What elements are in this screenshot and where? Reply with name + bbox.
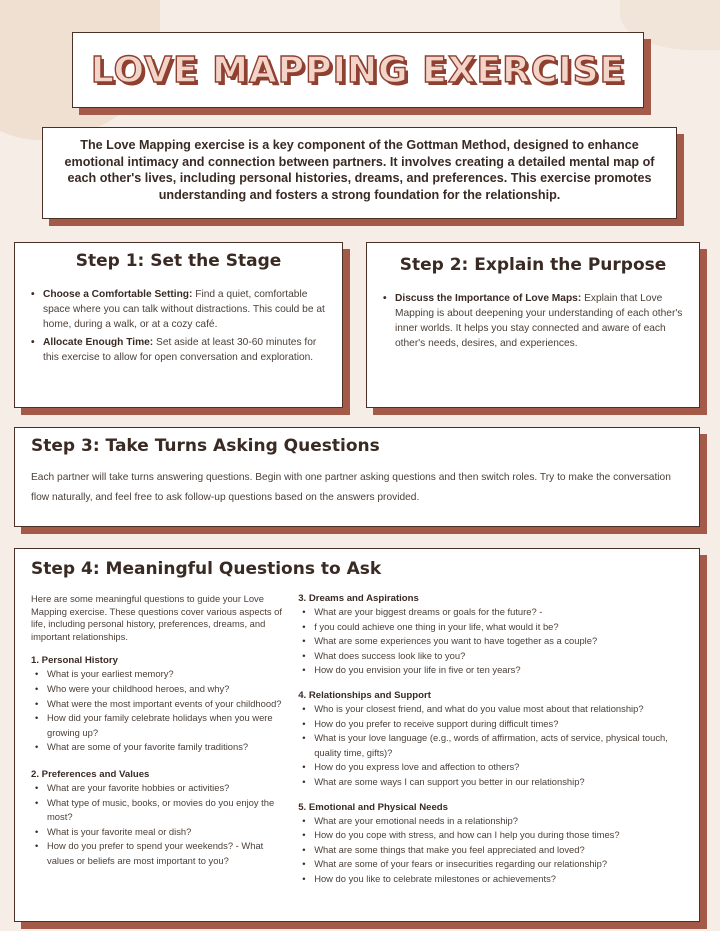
title-banner [72,32,644,108]
question-item: • Who is your closest friend, and what do you value most about that relationship? [298,702,683,717]
list-item [29,335,328,365]
question-column-left [31,593,288,899]
question-list [298,814,683,887]
question-item: • What were the most important events of your childhood? [31,697,288,712]
question-item: • f you could achieve one thing in your life, what would it be? [298,620,683,635]
question-item: • How do you prefer to spend your weekends? - What values or beliefs are most important to you? [31,839,288,868]
question-list [298,605,683,678]
item-label: Discuss the Importance of Love Maps: [395,293,582,304]
step4-intro: Here are some meaningful questions to guide your Love Mapping exercise. These questions cover various aspects of life, including personal history, preferences, dreams, and important relationships. [31,593,283,642]
item-text: Find a quiet, comfortable space where you can talk without distractions. This could be at home, during a walk, or at a cozy café. [43,289,325,330]
step3-card [14,427,700,527]
list-item [381,291,685,351]
right-categories [298,593,683,887]
step4-title: Step 4: Meaningful Questions to Ask [31,559,382,579]
question-item: • What are some ways I can support you better in our relationship? [298,775,683,790]
question-item: • How do you like to celebrate milestones or achievements? [298,872,683,887]
step2-title: Step 2: Explain the Purpose [399,255,667,275]
step1-list [29,287,328,365]
question-category-title: 2. Preferences and Values [31,768,150,780]
page-title: LOVE MAPPING EXERCISE [90,49,626,91]
intro-text: The Love Mapping exercise is a key component of the Gottman Method, designed to enhance emotional intimacy and connection between partners. It involves creating a detailed mental map of each other's lives, including personal histories, dreams, and preferences. This exercise promotes understanding and fosters a strong foundation for the relationship. [64,138,655,202]
question-item: • What does success look like to you? [298,649,683,664]
intro-card [42,127,677,219]
question-item: • What is your love language (e.g., words of affirmation, acts of service, physical touch, quality time, gifts)? [298,731,683,760]
question-item: • What are some of your favorite family traditions? [31,740,288,755]
question-item: • What are your favorite hobbies or activities? [31,781,288,796]
item-label: Allocate Enough Time: [43,337,154,348]
question-item: • How do you envision your life in five or ten years? [298,663,683,678]
question-item: • How do you prefer to receive support during difficult times? [298,717,683,732]
question-item: • How did your family celebrate holidays when you were growing up? [31,711,288,740]
question-item: • Who were your childhood heroes, and why? [31,682,288,697]
question-category-title: 1. Personal History [31,655,118,667]
question-list [31,667,288,755]
question-item: • What are your emotional needs in a relationship? [298,814,683,829]
question-item: • What are some experiences you want to have together as a couple? [298,634,683,649]
step2-card [366,242,700,408]
question-list [31,781,288,869]
step4-card [14,548,700,922]
step1-card [14,242,343,408]
question-item: • How do you express love and affection to others? [298,760,683,775]
question-item: • What is your earliest memory? [31,667,288,682]
step1-title: Step 1: Set the Stage [75,251,282,271]
question-item: • How do you cope with stress, and how can I help you during those times? [298,828,683,843]
item-text: Set aside at least 30-60 minutes for this exercise to allow for open conversation and exploration. [43,337,317,363]
left-categories [31,655,288,868]
question-category-title: 3. Dreams and Aspirations [298,593,419,604]
question-category-title: 5. Emotional and Physical Needs [298,801,449,813]
step3-body: Each partner will take turns answering questions. Begin with one partner asking questions and then switch roles. Try to make the conversation flow naturally, and feel free to ask follow-up questions based on the answers provided. [31,472,671,503]
question-category-title: 4. Relationships and Support [298,689,431,701]
question-item: • What is your favorite meal or dish? [31,825,288,840]
question-item: • What are some of your fears or insecurities regarding our relationship? [298,857,683,872]
question-item: • What are some things that make you feel appreciated and loved? [298,843,683,858]
question-list [298,702,683,790]
question-columns [31,593,683,899]
question-column-right [298,593,683,899]
step3-title: Step 3: Take Turns Asking Questions [31,436,380,456]
question-item: • What are your biggest dreams or goals for the future? - [298,605,683,620]
item-label: Choose a Comfortable Setting: [43,289,193,300]
step2-list [381,291,685,351]
question-item: • What type of music, books, or movies do you enjoy the most? [31,796,288,825]
item-text: Explain that Love Mapping is about deepening your understanding of each other's inner worlds. It helps you stay connected and aware of each other's needs, desires, and experiences. [395,293,683,349]
list-item [29,287,328,332]
